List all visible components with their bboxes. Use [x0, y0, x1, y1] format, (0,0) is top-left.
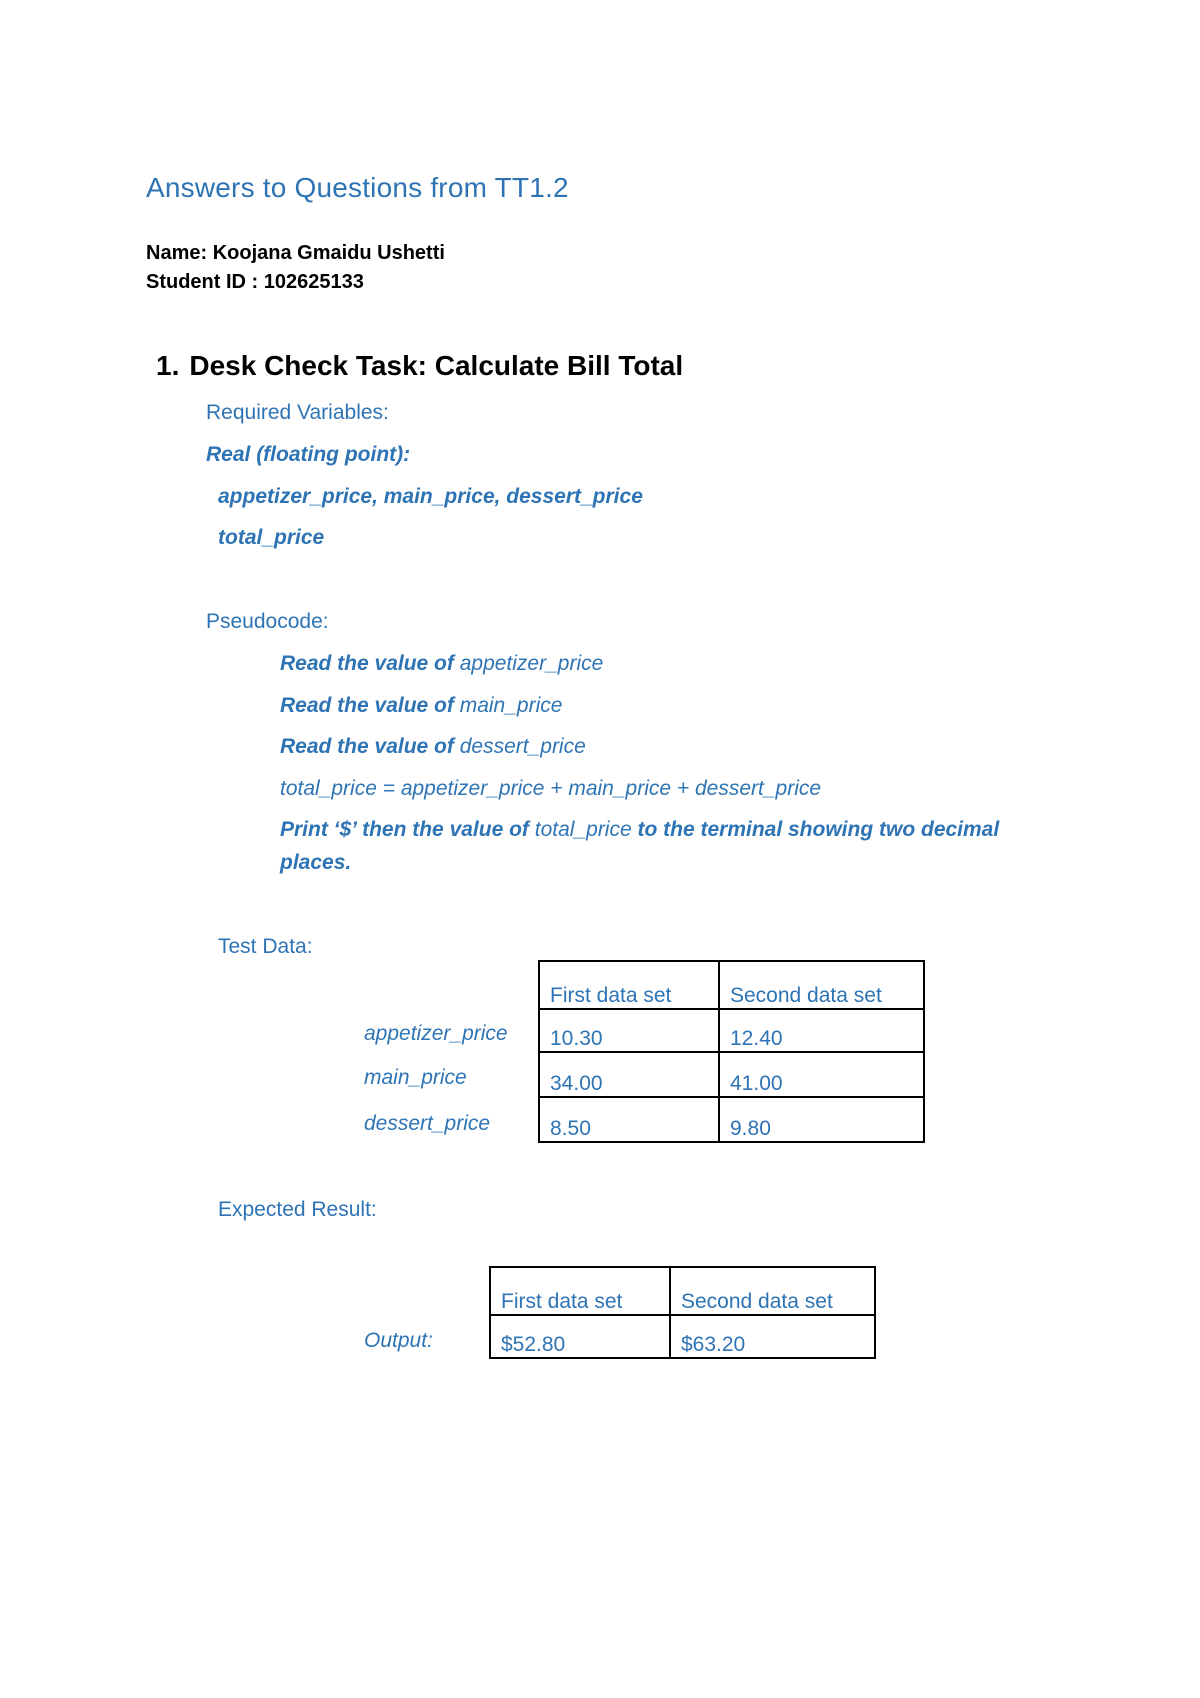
pseudocode-variable: total_price	[534, 818, 632, 841]
test-row-label: main_price	[364, 1066, 467, 1089]
pseudocode-keyword: Read the value of	[280, 652, 460, 675]
table-cell: 8.50	[539, 1097, 719, 1142]
table-header-row	[539, 961, 924, 1009]
pseudocode-keyword: places.	[280, 851, 352, 874]
table-header-cell: Second data set	[670, 1267, 875, 1315]
pseudocode-line-5-continued	[280, 851, 351, 875]
table-cell: 41.00	[719, 1052, 924, 1097]
test-data-label: Test Data:	[218, 935, 313, 958]
expected-result-table	[489, 1266, 876, 1359]
pseudocode-keyword: to the terminal showing two decimal	[631, 818, 1000, 841]
test-row-label: dessert_price	[364, 1112, 491, 1135]
document-title: Answers to Questions from TT1.2	[146, 172, 569, 203]
variable-list-line-2: total_price	[218, 526, 325, 549]
table-header-row	[490, 1267, 875, 1315]
output-row-label: Output:	[364, 1329, 433, 1352]
table-cell: $52.80	[490, 1315, 670, 1358]
pseudocode-variable: appetizer_price	[459, 652, 604, 675]
table-header-cell: First data set	[539, 961, 719, 1009]
required-variables-label: Required Variables:	[206, 401, 389, 424]
pseudocode-keyword: Print ‘$’ then the value of	[280, 818, 535, 841]
table-cell: 12.40	[719, 1009, 924, 1052]
section-title: Desk Check Task: Calculate Bill Total	[189, 350, 684, 381]
table-cell: 10.30	[539, 1009, 719, 1052]
section-heading	[156, 350, 683, 382]
test-row-label: appetizer_price	[364, 1022, 508, 1045]
table-row	[539, 1009, 924, 1052]
pseudocode-variable: dessert_price	[459, 735, 586, 758]
pseudocode-line-2	[280, 694, 562, 718]
table-cell: $63.20	[670, 1315, 875, 1358]
table-row	[539, 1097, 924, 1142]
test-data-table	[538, 960, 925, 1143]
table-row	[490, 1315, 875, 1358]
table-cell: 9.80	[719, 1097, 924, 1142]
pseudocode-variable: main_price	[459, 694, 563, 717]
pseudocode-assignment: total_price = appetizer_price + main_price + dessert_price	[280, 777, 822, 800]
pseudocode-line-3	[280, 735, 586, 759]
pseudocode-label: Pseudocode:	[206, 610, 329, 633]
student-id: Student ID : 102625133	[146, 271, 364, 293]
table-cell: 34.00	[539, 1052, 719, 1097]
variable-type-line: Real (floating point):	[206, 443, 411, 466]
student-name: Name: Koojana Gmaidu Ushetti	[146, 242, 445, 264]
section-number: 1.	[156, 350, 180, 381]
variable-list-line-1: appetizer_price, main_price, dessert_price	[218, 485, 643, 508]
table-header-cell: First data set	[490, 1267, 670, 1315]
expected-result-label: Expected Result:	[218, 1198, 377, 1221]
pseudocode-keyword: Read the value of	[280, 694, 460, 717]
pseudocode-line-1	[280, 652, 603, 676]
table-row	[539, 1052, 924, 1097]
pseudocode-keyword: Read the value of	[280, 735, 460, 758]
pseudocode-line-4	[280, 777, 821, 801]
table-header-cell: Second data set	[719, 961, 924, 1009]
pseudocode-line-5	[280, 818, 999, 842]
